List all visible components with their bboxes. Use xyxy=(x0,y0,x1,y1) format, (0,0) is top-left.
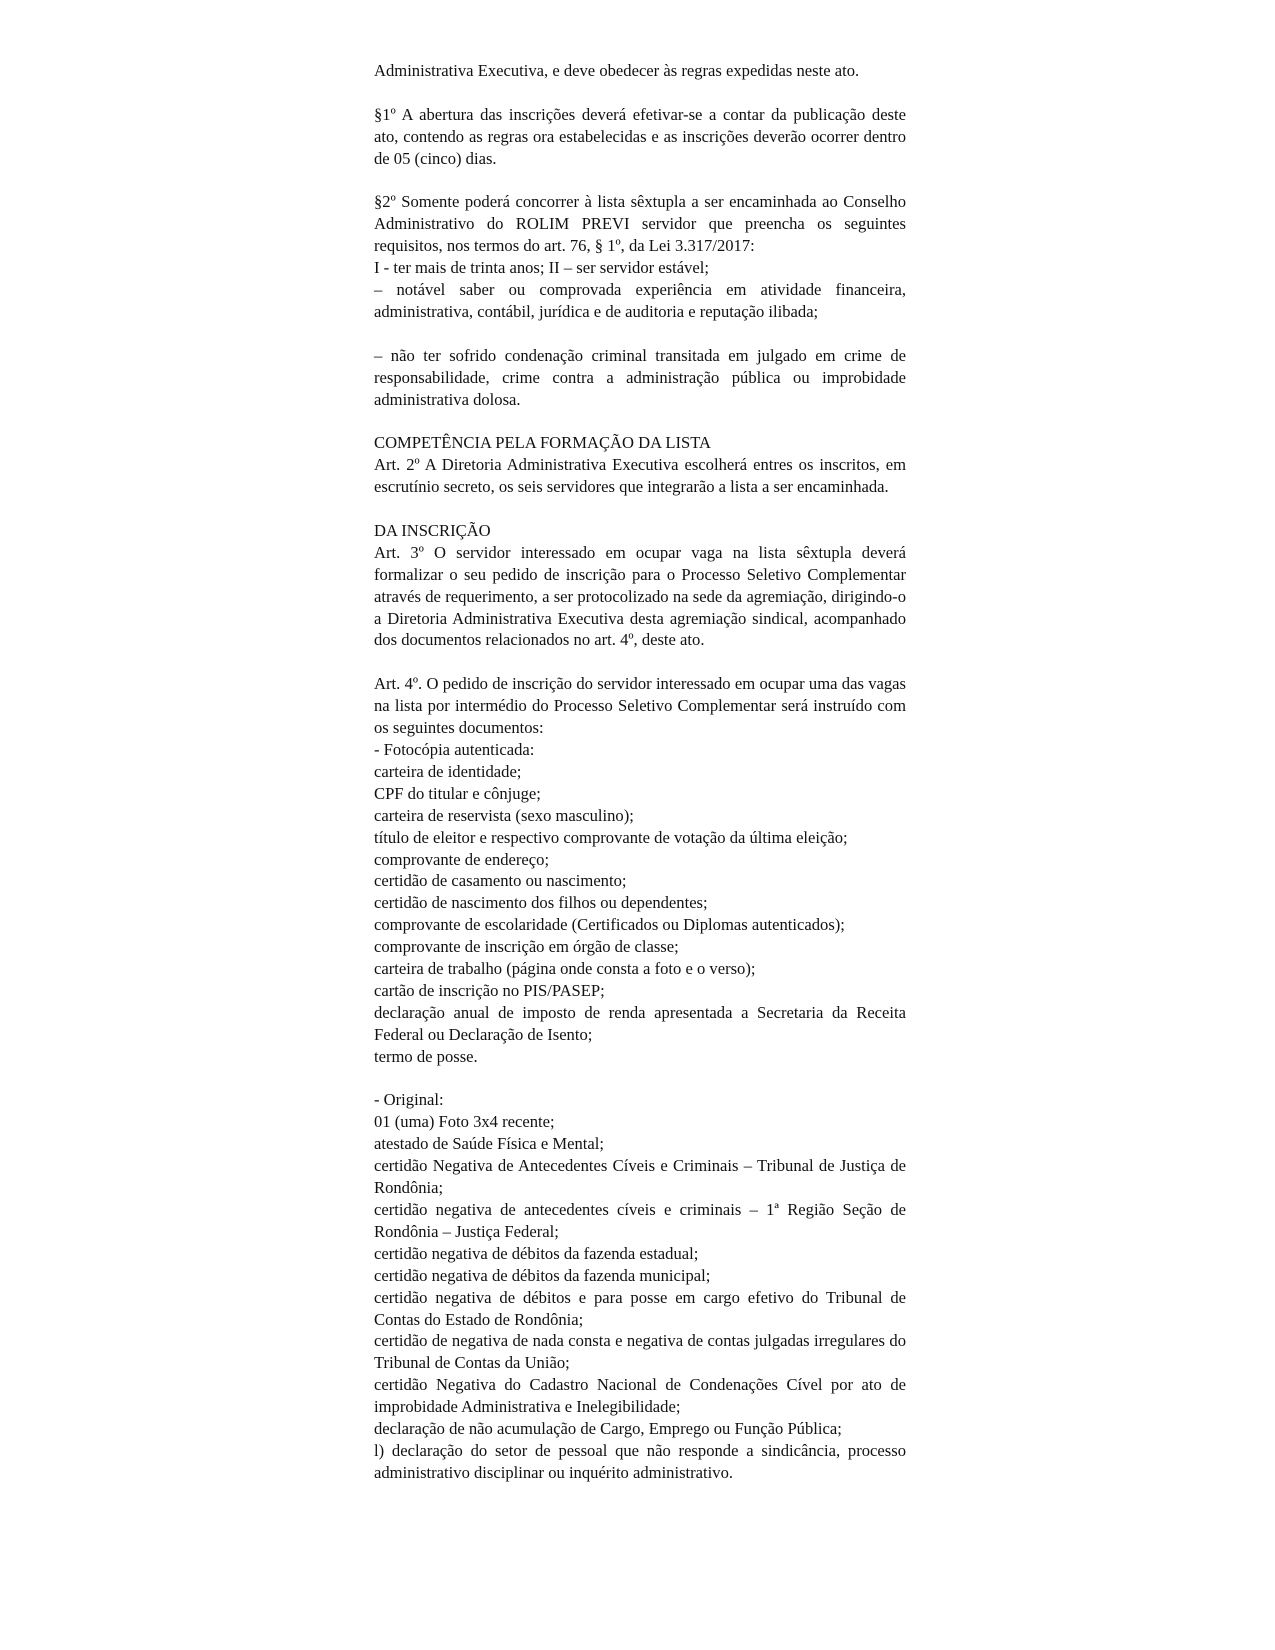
requirement-1: I - ter mais de trinta anos; II – ser servidor estável; xyxy=(374,258,709,278)
heading-competencia: COMPETÊNCIA PELA FORMAÇÃO DA LISTA xyxy=(374,433,712,453)
requirement-2: – notável saber ou comprovada experiência em atividade financeira, administrativa, contábil, jurídica e de auditoria e reputação ilibada; xyxy=(374,280,906,321)
originals-label: - Original: xyxy=(374,1090,444,1110)
originals-list-item: atestado de Saúde Física e Mental; xyxy=(374,1134,604,1154)
intro-paragraph: Administrativa Executiva, e deve obedecer às regras expedidas neste ato. xyxy=(374,61,860,80)
spacer xyxy=(374,498,906,520)
copies-list-item: declaração anual de imposto de renda apresentada a Secretaria da Receita Federal ou Declaração de Isento; xyxy=(374,1002,906,1044)
document-page xyxy=(374,60,906,1484)
heading-inscricao: DA INSCRIÇÃO xyxy=(374,520,491,540)
paragraph-1: §1º A abertura das inscrições deverá efetivar-se a contar da publicação deste ato, contendo as regras ora estabelecidas e as inscrições deverão ocorrer dentro de 05 (cinco) dias. xyxy=(374,104,906,168)
originals-list-item: certidão negativa de débitos da fazenda municipal; xyxy=(374,1265,711,1285)
spacer xyxy=(374,323,906,345)
originals-list-item: certidão negativa de débitos e para posse em cargo efetivo do Tribunal de Contas do Estado de Rondônia; xyxy=(374,1287,906,1329)
copies-list-item: comprovante de endereço; xyxy=(374,849,550,869)
article-4: Art. 4º. O pedido de inscrição do servidor interessado em ocupar uma das vagas na lista por intermédio do Processo Seletivo Complementar será instruído com os seguintes documentos: xyxy=(374,674,906,738)
copies-list-item: título de eleitor e respectivo comprovante de votação da última eleição; xyxy=(374,827,848,847)
article-2: Art. 2º A Diretoria Administrativa Executiva escolherá entres os inscritos, em escrutínio secreto, os seis servidores que integrarão a lista a ser encaminhada. xyxy=(374,455,906,497)
originals-list-item: certidão Negativa do Cadastro Nacional de Condenações Cível por ato de improbidade Administrativa e Inelegibilidade; xyxy=(374,1375,906,1417)
copies-label: - Fotocópia autenticada: xyxy=(374,740,535,759)
originals-list-item: certidão de negativa de nada consta e negativa de contas julgadas irregulares do Tribunal de Contas da União; xyxy=(374,1331,906,1373)
requirement-3: – não ter sofrido condenação criminal transitada em julgado em crime de responsabilidade, crime contra a administração pública ou improbidade administrativa dolosa. xyxy=(374,345,906,409)
spacer xyxy=(374,410,906,432)
copies-list-item: CPF do titular e cônjuge; xyxy=(374,783,541,803)
originals-list-item: certidão negativa de débitos da fazenda estadual; xyxy=(374,1243,699,1263)
originals-list-item: certidão Negativa de Antecedentes Cíveis e Criminais – Tribunal de Justiça de Rondônia; xyxy=(374,1156,906,1198)
originals-list-item: 01 (uma) Foto 3x4 recente; xyxy=(374,1112,555,1132)
originals-list-item: l) declaração do setor de pessoal que não responde a sindicância, processo administrativo disciplinar ou inquérito administrativo. xyxy=(374,1440,906,1482)
originals-list-item: certidão negativa de antecedentes cíveis e criminais – 1ª Região Seção de Rondônia – Justiça Federal; xyxy=(374,1200,906,1241)
originals-list-item: declaração de não acumulação de Cargo, Emprego ou Função Pública; xyxy=(374,1419,842,1439)
spacer xyxy=(374,82,906,104)
copies-list-item: carteira de trabalho (página onde consta a foto e o verso); xyxy=(374,959,756,979)
copies-list-item: certidão de nascimento dos filhos ou dependentes; xyxy=(374,893,708,913)
copies-list xyxy=(374,761,906,1068)
spacer xyxy=(374,170,906,192)
spacer xyxy=(374,1068,906,1090)
paragraph-2: §2º Somente poderá concorrer à lista sêxtupla a ser encaminhada ao Conselho Administrativo do ROLIM PREVI servidor que preencha os seguintes requisitos, nos termos do art. 76, § 1º, da Lei 3.317/2017: xyxy=(374,192,906,256)
article-3: Art. 3º O servidor interessado em ocupar vaga na lista sêxtupla deverá formalizar o seu pedido de inscrição para o Processo Seletivo Complementar através de requerimento, a ser protocolizado na sede da agremiação, dirigindo-o a Diretoria Administrativa Executiva desta agremiação sindical, acompanhado dos documentos relacionados no art. 4º, deste ato. xyxy=(374,542,906,650)
originals-list xyxy=(374,1111,906,1483)
copies-list-item: cartão de inscrição no PIS/PASEP; xyxy=(374,980,605,1000)
copies-list-item: certidão de casamento ou nascimento; xyxy=(374,871,627,891)
copies-list-item: termo de posse. xyxy=(374,1046,478,1066)
spacer xyxy=(374,651,906,673)
copies-list-item: carteira de reservista (sexo masculino); xyxy=(374,805,634,825)
copies-list-item: comprovante de escolaridade (Certificados ou Diplomas autenticados); xyxy=(374,915,845,935)
copies-list-item: carteira de identidade; xyxy=(374,761,522,781)
copies-list-item: comprovante de inscrição em órgão de classe; xyxy=(374,937,679,957)
